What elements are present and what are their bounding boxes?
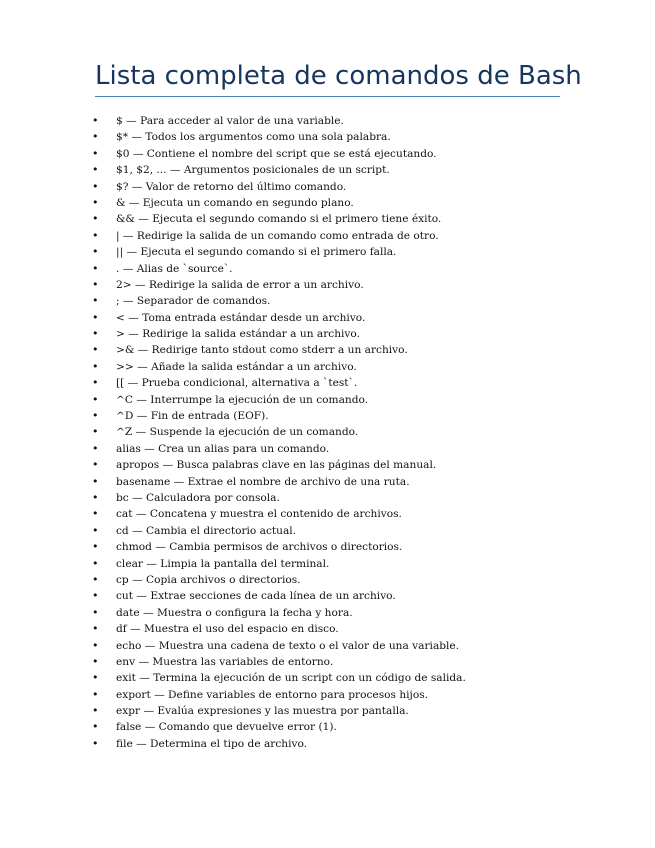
bullet-icon: • (92, 441, 99, 455)
list-item (0, 621, 655, 637)
list-item (0, 211, 655, 227)
list-item-text: chmod — Cambia permisos de archivos o directorios. (116, 541, 403, 554)
list-item (0, 424, 655, 440)
title-underline-rule (95, 96, 560, 97)
list-item (0, 490, 655, 506)
document-title: Lista completa de comandos de Bash (95, 61, 582, 91)
bullet-icon: • (92, 310, 99, 324)
bullet-icon: • (92, 687, 99, 701)
list-item (0, 359, 655, 375)
list-item-text: echo — Muestra una cadena de texto o el valor de una variable. (116, 639, 460, 652)
bullet-icon: • (92, 343, 99, 357)
list-item (0, 719, 655, 735)
list-item-text: date — Muestra o configura la fecha y hora. (116, 606, 353, 619)
bullet-icon: • (92, 359, 99, 373)
list-item (0, 129, 655, 145)
list-item-text: $0 — Contiene el nombre del script que se está ejecutando. (116, 147, 437, 160)
list-item-text: ^C — Interrumpe la ejecución de un comando. (116, 393, 369, 406)
list-item-text: clear — Limpia la pantalla del terminal. (116, 557, 330, 570)
list-item (0, 277, 655, 293)
list-item (0, 113, 655, 129)
list-item-text: ; — Separador de comandos. (116, 295, 271, 308)
list-item (0, 474, 655, 490)
list-item (0, 392, 655, 408)
list-item (0, 244, 655, 260)
list-item-text: file — Determina el tipo de archivo. (116, 737, 308, 750)
list-item-text: $? — Valor de retorno del último comando. (116, 180, 347, 193)
list-item-text: $ — Para acceder al valor de una variable. (116, 115, 344, 127)
bullet-icon: • (92, 720, 99, 734)
bullet-icon: • (92, 490, 99, 504)
bullet-icon: • (92, 507, 99, 521)
list-item (0, 588, 655, 604)
list-item (0, 506, 655, 522)
list-item (0, 342, 655, 358)
bullet-icon: • (92, 654, 99, 668)
list-item-text: expr — Evalúa expresiones y las muestra por pantalla. (116, 705, 409, 718)
list-item (0, 293, 655, 309)
list-item (0, 654, 655, 670)
bullet-icon: • (92, 474, 99, 488)
list-item-text: < — Toma entrada estándar desde un archivo. (116, 311, 366, 324)
list-item-text: $1, $2, ... — Argumentos posicionales de un script. (116, 164, 390, 177)
list-item-text: | — Redirige la salida de un comando como entrada de otro. (116, 229, 439, 242)
list-item-text: df — Muestra el uso del espacio en disco. (116, 623, 339, 636)
list-item (0, 228, 655, 244)
list-item (0, 179, 655, 195)
list-item-text: || — Ejecuta el segundo comando si el primero falla. (116, 246, 397, 259)
command-list (0, 113, 655, 752)
bullet-icon: • (92, 376, 99, 390)
list-item-text: cp — Copia archivos o directorios. (116, 573, 301, 586)
list-item (0, 703, 655, 719)
list-item (0, 736, 655, 752)
bullet-icon: • (92, 556, 99, 570)
list-item (0, 572, 655, 588)
bullet-icon: • (92, 736, 99, 750)
bullet-icon: • (92, 392, 99, 406)
list-item-text: & — Ejecuta un comando en segundo plano. (116, 196, 354, 209)
list-item-text: [[ — Prueba condicional, alternativa a `test`. (116, 377, 358, 390)
bullet-icon: • (92, 409, 99, 423)
list-item-text: export — Define variables de entorno para procesos hijos. (116, 688, 428, 701)
list-item (0, 523, 655, 539)
list-item-text: && — Ejecuta el segundo comando si el primero tiene éxito. (116, 213, 442, 226)
list-item (0, 457, 655, 473)
bullet-icon: • (92, 146, 99, 160)
list-item-text: > — Redirige la salida estándar a un archivo. (116, 328, 360, 341)
bullet-icon: • (92, 130, 99, 144)
list-item (0, 326, 655, 342)
list-item (0, 195, 655, 211)
bullet-icon: • (92, 540, 99, 554)
bullet-icon: • (92, 605, 99, 619)
bullet-icon: • (92, 671, 99, 685)
bullet-icon: • (92, 425, 99, 439)
bullet-icon: • (92, 572, 99, 586)
bullet-icon: • (92, 179, 99, 193)
list-item (0, 162, 655, 178)
list-item-text: alias — Crea un alias para un comando. (116, 442, 330, 455)
list-item-text: apropos — Busca palabras clave en las páginas del manual. (116, 459, 437, 472)
list-item (0, 638, 655, 654)
list-item (0, 687, 655, 703)
bullet-icon: • (92, 327, 99, 341)
list-item-text: ^Z — Suspende la ejecución de un comando. (116, 426, 359, 439)
list-item (0, 146, 655, 162)
bullet-icon: • (92, 523, 99, 537)
list-item (0, 441, 655, 457)
bullet-icon: • (92, 589, 99, 603)
list-item-text: 2> — Redirige la salida de error a un archivo. (116, 278, 364, 291)
bullet-icon: • (92, 294, 99, 308)
bullet-icon: • (92, 704, 99, 718)
bullet-icon: • (92, 245, 99, 259)
list-item-text: >> — Añade la salida estándar a un archivo. (116, 360, 357, 373)
list-item-text: bc — Calculadora por consola. (116, 491, 280, 504)
list-item-text: env — Muestra las variables de entorno. (116, 655, 334, 668)
list-item (0, 375, 655, 391)
list-item (0, 539, 655, 555)
bullet-icon: • (92, 622, 99, 636)
list-item (0, 556, 655, 572)
list-item (0, 670, 655, 686)
list-item-text: exit — Termina la ejecución de un script con un código de salida. (116, 672, 466, 685)
list-item-text: false — Comando que devuelve error (1). (116, 721, 337, 734)
list-item (0, 605, 655, 621)
list-item-text: . — Alias de `source`. (116, 262, 233, 275)
bullet-icon: • (92, 261, 99, 275)
list-item-text: cat — Concatena y muestra el contenido de archivos. (116, 508, 402, 521)
list-item-text: basename — Extrae el nombre de archivo de una ruta. (116, 475, 410, 488)
list-item-text: >& — Redirige tanto stdout como stderr a un archivo. (116, 344, 408, 357)
bullet-icon: • (92, 114, 99, 127)
bullet-icon: • (92, 163, 99, 177)
bullet-icon: • (92, 195, 99, 209)
list-item (0, 408, 655, 424)
list-item-text: ^D — Fin de entrada (EOF). (116, 410, 269, 423)
list-item-text: cd — Cambia el directorio actual. (116, 524, 297, 537)
list-item-text: cut — Extrae secciones de cada línea de un archivo. (116, 590, 396, 603)
bullet-icon: • (92, 638, 99, 652)
list-item-text: $* — Todos los argumentos como una sola palabra. (116, 131, 391, 144)
bullet-icon: • (92, 277, 99, 291)
bullet-icon: • (92, 458, 99, 472)
list-item (0, 261, 655, 277)
list-item (0, 310, 655, 326)
bullet-icon: • (92, 228, 99, 242)
bullet-icon: • (92, 212, 99, 226)
